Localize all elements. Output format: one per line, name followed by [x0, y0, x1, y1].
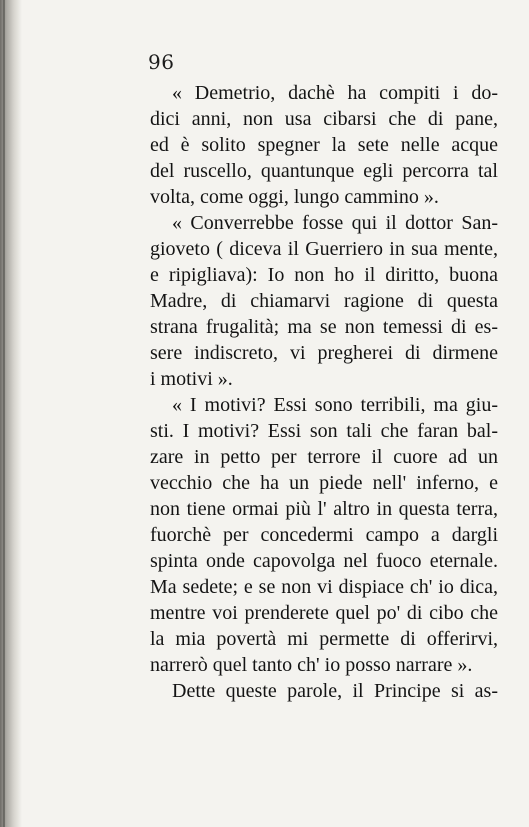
text-line: « Demetrio, dachè ha compiti i do- [172, 82, 498, 104]
text-line: del ruscello, quantunque egli percorra tal [150, 160, 498, 182]
text-line: zare in petto per terrore il cuore ad un [150, 446, 498, 468]
text-line: gioveto ( diceva il Guerriero in sua mente, [150, 238, 498, 260]
text-line: fuorchè per concedermi campo a dargli [150, 524, 498, 546]
text-line: Madre, di chiamarvi ragione di questa [150, 290, 498, 312]
text-line: volta, come oggi, lungo cammino ». [150, 186, 439, 208]
text-line: vecchio che ha un piede nell' inferno, e [150, 472, 498, 494]
text-line: Ma sedete; e se non vi dispiace ch' io dica, [150, 576, 498, 598]
text-line: spinta onde capovolga nel fuoco eternale. [150, 550, 498, 572]
text-line: « I motivi? Essi sono terribili, ma giu- [172, 394, 498, 416]
text-line: non tiene ormai più l' altro in questa terra, [150, 498, 498, 520]
text-line: i motivi ». [150, 368, 233, 390]
text-line: sere indiscreto, vi pregherei di dirmene [150, 342, 498, 364]
text-line: la mia povertà mi permette di offerirvi, [150, 628, 498, 650]
text-line: dici anni, non usa cibarsi che di pane, [150, 108, 498, 130]
text-line: strana frugalità; ma se non temessi di es- [150, 316, 498, 338]
text-line: narrerò quel tanto ch' io posso narrare ». [150, 654, 473, 676]
text-line: mentre voi prenderete quel po' di cibo che [150, 602, 498, 624]
page-number: 96 [148, 50, 175, 74]
text-line: sti. I motivi? Essi son tali che faran bal- [150, 420, 498, 442]
text-line: e ripigliava): Io non ho il diritto, buona [150, 264, 498, 286]
text-line: Dette queste parole, il Principe si as- [172, 680, 498, 702]
text-line: « Converrebbe fosse qui il dottor San- [172, 212, 498, 234]
text-line: ed è solito spegner la sete nelle acque [150, 134, 498, 156]
